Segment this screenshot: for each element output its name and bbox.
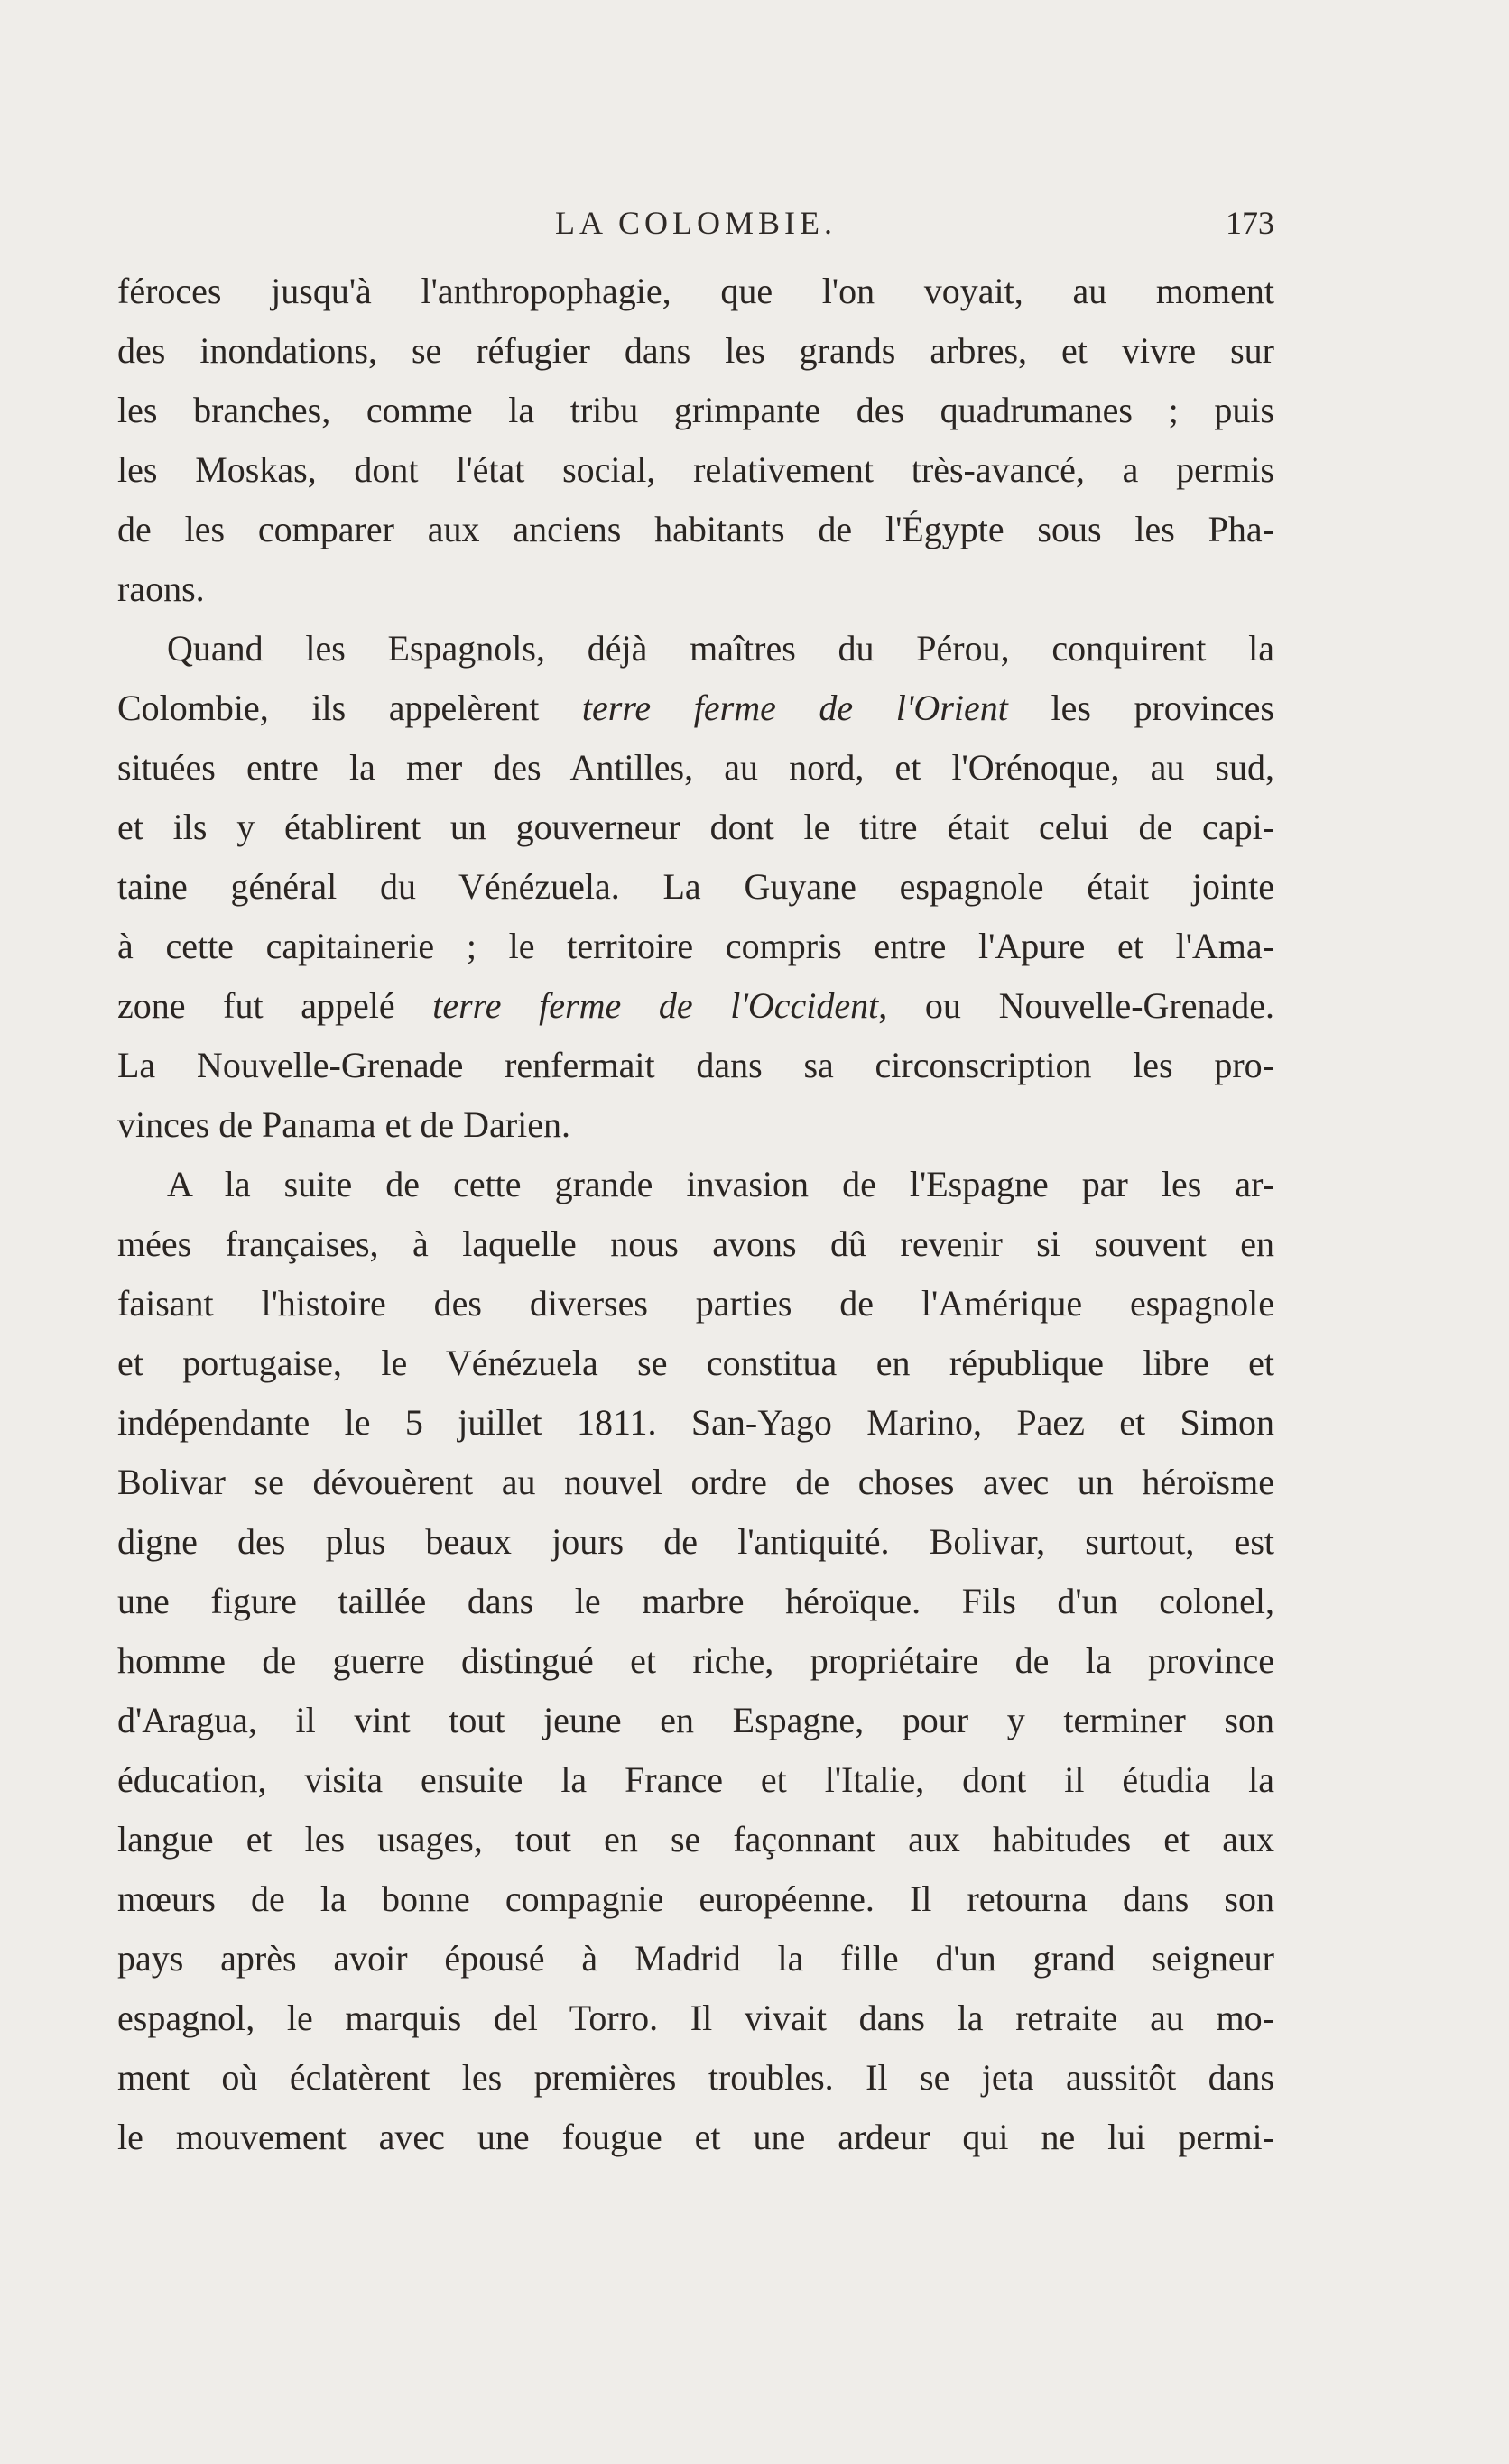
- page-number: 173: [1226, 205, 1274, 241]
- text-line: féroces jusqu'à l'anthropophagie, que l'on voyait, au moment: [117, 271, 1274, 311]
- text-line: pays après avoir épousé à Madrid la fille d'un grand seigneur: [117, 1938, 1274, 1979]
- text-line: raons.: [117, 568, 205, 609]
- text-line: éducation, visita ensuite la France et l'Italie, dont il étudia la: [117, 1759, 1274, 1800]
- text-line: des inondations, se réfugier dans les grands arbres, et vivre sur: [117, 330, 1274, 371]
- text-line: faisant l'histoire des diverses parties de l'Amérique espagnole: [117, 1283, 1274, 1324]
- text-segment: , ou Nouvelle-Grenade.: [878, 985, 1274, 1026]
- text-segment: les provinces: [1007, 688, 1274, 728]
- text-line: Quand les Espagnols, déjà maîtres du Pérou, conquirent la: [167, 628, 1274, 669]
- text-line: les Moskas, dont l'état social, relativement très-avancé, a permis: [117, 449, 1274, 490]
- body-text: [117, 262, 1274, 2167]
- text-line: d'Aragua, il vint tout jeune en Espagne, pour y terminer son: [117, 1700, 1274, 1740]
- text-line: langue et les usages, tout en se façonnant aux habitudes et aux: [117, 1819, 1274, 1860]
- text-line: mœurs de la bonne compagnie européenne. Il retourna dans son: [117, 1878, 1274, 1919]
- text-line: et portugaise, le Vénézuela se constitua en république libre et: [117, 1343, 1274, 1383]
- italic-segment: terre ferme de l'Occident: [432, 985, 879, 1026]
- running-title: LA COLOMBIE.: [555, 205, 837, 241]
- text-line: les branches, comme la tribu grimpante des quadrumanes ; puis: [117, 390, 1274, 430]
- text-line: [117, 976, 1274, 1036]
- text-line: une figure taillée dans le marbre héroïque. Fils d'un colonel,: [117, 1581, 1274, 1621]
- page-header: [117, 200, 1274, 245]
- text-line: le mouvement avec une fougue et une ardeur qui ne lui permi-: [117, 2117, 1274, 2157]
- italic-segment: terre ferme de l'Orient: [581, 688, 1008, 728]
- text-segment: Colombie, ils appelèrent: [117, 688, 582, 728]
- text-line: A la suite de cette grande invasion de l'Espagne par les ar-: [167, 1164, 1274, 1204]
- text-line: Bolivar se dévouèrent au nouvel ordre de choses avec un héroïsme: [117, 1462, 1274, 1502]
- text-line: à cette capitainerie ; le territoire compris entre l'Apure et l'Ama-: [117, 926, 1274, 966]
- text-line: mées françaises, à laquelle nous avons dû revenir si souvent en: [117, 1223, 1274, 1264]
- text-line: ment où éclatèrent les premières troubles. Il se jeta aussitôt dans: [117, 2057, 1274, 2098]
- text-line: situées entre la mer des Antilles, au nord, et l'Orénoque, au sud,: [117, 747, 1274, 788]
- text-segment: zone fut appelé: [117, 985, 433, 1026]
- text-line: homme de guerre distingué et riche, propriétaire de la province: [117, 1640, 1274, 1681]
- text-line: et ils y établirent un gouverneur dont le titre était celui de capi-: [117, 807, 1274, 847]
- text-line: indépendante le 5 juillet 1811. San-Yago Marino, Paez et Simon: [117, 1402, 1274, 1443]
- text-line: digne des plus beaux jours de l'antiquité. Bolivar, surtout, est: [117, 1521, 1274, 1562]
- text-line: vinces de Panama et de Darien.: [117, 1104, 571, 1145]
- text-line: [117, 678, 1274, 738]
- text-line: de les comparer aux anciens habitants de l'Égypte sous les Pha-: [117, 509, 1274, 549]
- text-line: taine général du Vénézuela. La Guyane espagnole était jointe: [117, 866, 1274, 907]
- text-line: La Nouvelle-Grenade renfermait dans sa circonscription les pro-: [117, 1045, 1274, 1085]
- text-line: espagnol, le marquis del Torro. Il vivait dans la retraite au mo-: [117, 1998, 1274, 2038]
